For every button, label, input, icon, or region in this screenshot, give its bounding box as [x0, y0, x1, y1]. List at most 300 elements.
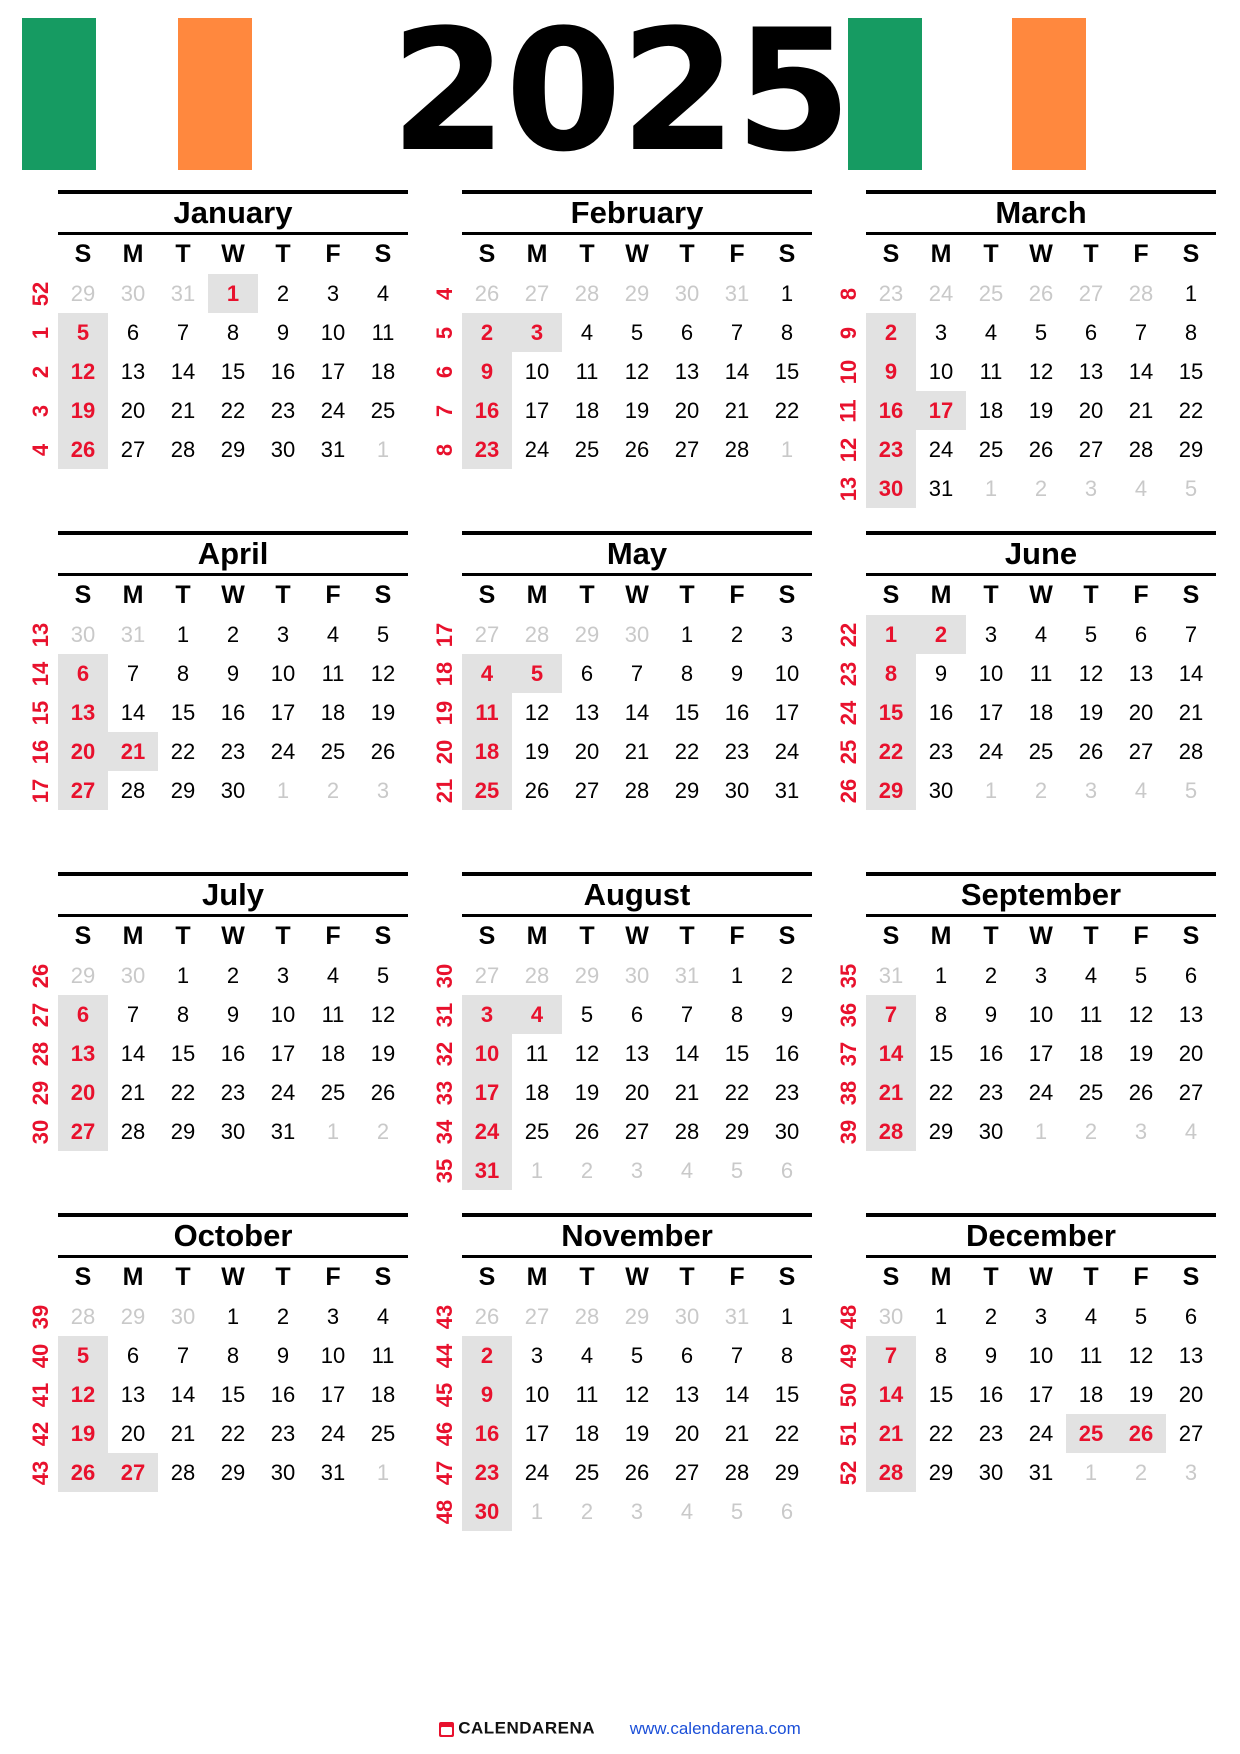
day-cell[interactable]: 19	[1078, 699, 1104, 725]
day-cell[interactable]: 6	[126, 1342, 140, 1368]
day-cell[interactable]: 28	[170, 1459, 196, 1485]
day-cell[interactable]: 31	[724, 1303, 750, 1329]
day-cell[interactable]: 11	[979, 358, 1003, 384]
day-cell[interactable]: 15	[928, 1040, 954, 1066]
day-cell[interactable]: 3	[984, 621, 998, 647]
day-cell[interactable]: 4	[1184, 1118, 1198, 1144]
day-cell[interactable]: 26	[524, 777, 550, 803]
day-cell[interactable]: 17	[916, 391, 966, 430]
day-cell[interactable]: 5	[730, 1157, 744, 1183]
day-cell[interactable]: 2	[326, 777, 340, 803]
day-cell[interactable]: 23	[270, 397, 296, 423]
day-cell[interactable]: 9	[984, 1001, 998, 1027]
day-cell[interactable]: 29	[70, 280, 96, 306]
day-cell[interactable]: 26	[370, 1079, 396, 1105]
day-cell[interactable]: 4	[1034, 621, 1048, 647]
day-cell[interactable]: 19	[370, 699, 396, 725]
day-cell[interactable]: 7	[1184, 621, 1198, 647]
day-cell[interactable]: 13	[58, 693, 108, 732]
day-cell[interactable]: 25	[978, 436, 1004, 462]
day-cell[interactable]: 21	[866, 1414, 916, 1453]
day-cell[interactable]: 18	[370, 358, 396, 384]
day-cell[interactable]: 12	[370, 1001, 396, 1027]
day-cell[interactable]: 3	[1084, 475, 1098, 501]
day-cell[interactable]: 4	[1084, 1303, 1098, 1329]
day-cell[interactable]: 7	[866, 1336, 916, 1375]
day-cell[interactable]: 9	[276, 1342, 290, 1368]
day-cell[interactable]: 26	[1078, 738, 1104, 764]
day-cell[interactable]: 14	[674, 1040, 700, 1066]
day-cell[interactable]: 11	[1079, 1342, 1103, 1368]
day-cell[interactable]: 22	[774, 397, 800, 423]
day-cell[interactable]: 17	[270, 699, 296, 725]
day-cell[interactable]: 12	[1128, 1001, 1154, 1027]
day-cell[interactable]: 19	[1028, 397, 1054, 423]
day-cell[interactable]: 23	[462, 430, 512, 469]
day-cell[interactable]: 4	[512, 995, 562, 1034]
day-cell[interactable]: 25	[574, 436, 600, 462]
day-cell[interactable]: 1	[176, 621, 190, 647]
day-cell[interactable]: 3	[276, 621, 290, 647]
day-cell[interactable]: 14	[120, 699, 146, 725]
day-cell[interactable]: 26	[58, 430, 108, 469]
day-cell[interactable]: 26	[58, 1453, 108, 1492]
day-cell[interactable]: 1	[1184, 280, 1198, 306]
day-cell[interactable]: 3	[376, 777, 390, 803]
day-cell[interactable]: 4	[376, 280, 390, 306]
day-cell[interactable]: 7	[730, 319, 744, 345]
day-cell[interactable]: 20	[1178, 1040, 1204, 1066]
day-cell[interactable]: 2	[1034, 777, 1048, 803]
day-cell[interactable]: 22	[170, 1079, 196, 1105]
day-cell[interactable]: 5	[58, 1336, 108, 1375]
day-cell[interactable]: 23	[978, 1420, 1004, 1446]
day-cell[interactable]: 22	[1178, 397, 1204, 423]
day-cell[interactable]: 24	[1028, 1079, 1054, 1105]
day-cell[interactable]: 11	[1029, 660, 1053, 686]
day-cell[interactable]: 15	[220, 1381, 246, 1407]
day-cell[interactable]: 27	[474, 962, 500, 988]
day-cell[interactable]: 27	[1128, 738, 1154, 764]
day-cell[interactable]: 16	[220, 1040, 246, 1066]
day-cell[interactable]: 15	[724, 1040, 750, 1066]
day-cell[interactable]: 11	[371, 1342, 395, 1368]
day-cell[interactable]: 29	[220, 436, 246, 462]
website-link[interactable]: www.calendarena.com	[629, 1719, 801, 1738]
day-cell[interactable]: 1	[208, 274, 258, 313]
day-cell[interactable]: 12	[1078, 660, 1104, 686]
day-cell[interactable]: 27	[108, 1453, 158, 1492]
day-cell[interactable]: 11	[525, 1040, 549, 1066]
day-cell[interactable]: 3	[1034, 962, 1048, 988]
day-cell[interactable]: 15	[170, 699, 196, 725]
day-cell[interactable]: 22	[220, 1420, 246, 1446]
day-cell[interactable]: 29	[574, 621, 600, 647]
day-cell[interactable]: 17	[320, 358, 346, 384]
day-cell[interactable]: 13	[120, 1381, 146, 1407]
day-cell[interactable]: 26	[1116, 1414, 1166, 1453]
day-cell[interactable]: 13	[1178, 1342, 1204, 1368]
day-cell[interactable]: 1	[376, 436, 390, 462]
day-cell[interactable]: 18	[574, 397, 600, 423]
day-cell[interactable]: 9	[226, 1001, 240, 1027]
day-cell[interactable]: 2	[226, 621, 240, 647]
day-cell[interactable]: 16	[270, 358, 296, 384]
day-cell[interactable]: 28	[70, 1303, 96, 1329]
day-cell[interactable]: 23	[774, 1079, 800, 1105]
day-cell[interactable]: 29	[1178, 436, 1204, 462]
day-cell[interactable]: 27	[674, 1459, 700, 1485]
day-cell[interactable]: 24	[270, 1079, 296, 1105]
day-cell[interactable]: 9	[226, 660, 240, 686]
day-cell[interactable]: 19	[58, 391, 108, 430]
day-cell[interactable]: 30	[220, 1118, 246, 1144]
day-cell[interactable]: 7	[176, 319, 190, 345]
day-cell[interactable]: 6	[1184, 1303, 1198, 1329]
day-cell[interactable]: 20	[120, 397, 146, 423]
day-cell[interactable]: 3	[934, 319, 948, 345]
day-cell[interactable]: 4	[580, 319, 594, 345]
day-cell[interactable]: 5	[376, 962, 390, 988]
day-cell[interactable]: 29	[574, 962, 600, 988]
day-cell[interactable]: 2	[780, 962, 794, 988]
day-cell[interactable]: 2	[730, 621, 744, 647]
day-cell[interactable]: 3	[1184, 1459, 1198, 1485]
day-cell[interactable]: 2	[866, 313, 916, 352]
day-cell[interactable]: 9	[462, 352, 512, 391]
day-cell[interactable]: 26	[370, 738, 396, 764]
day-cell[interactable]: 30	[624, 962, 650, 988]
day-cell[interactable]: 3	[1034, 1303, 1048, 1329]
day-cell[interactable]: 8	[934, 1001, 948, 1027]
day-cell[interactable]: 25	[1078, 1079, 1104, 1105]
day-cell[interactable]: 14	[170, 358, 196, 384]
day-cell[interactable]: 8	[176, 660, 190, 686]
day-cell[interactable]: 6	[126, 319, 140, 345]
day-cell[interactable]: 27	[58, 1112, 108, 1151]
day-cell[interactable]: 10	[928, 358, 954, 384]
day-cell[interactable]: 27	[1178, 1420, 1204, 1446]
day-cell[interactable]: 16	[774, 1040, 800, 1066]
day-cell[interactable]: 18	[1078, 1381, 1104, 1407]
day-cell[interactable]: 23	[928, 738, 954, 764]
day-cell[interactable]: 5	[376, 621, 390, 647]
day-cell[interactable]: 31	[120, 621, 146, 647]
day-cell[interactable]: 18	[524, 1079, 550, 1105]
day-cell[interactable]: 12	[370, 660, 396, 686]
day-cell[interactable]: 15	[928, 1381, 954, 1407]
day-cell[interactable]: 23	[978, 1079, 1004, 1105]
day-cell[interactable]: 11	[575, 358, 599, 384]
day-cell[interactable]: 6	[1184, 962, 1198, 988]
day-cell[interactable]: 20	[674, 397, 700, 423]
day-cell[interactable]: 4	[680, 1498, 694, 1524]
day-cell[interactable]: 5	[1034, 319, 1048, 345]
day-cell[interactable]: 27	[574, 777, 600, 803]
day-cell[interactable]: 29	[70, 962, 96, 988]
day-cell[interactable]: 4	[1084, 962, 1098, 988]
day-cell[interactable]: 24	[524, 1459, 550, 1485]
day-cell[interactable]: 15	[866, 693, 916, 732]
day-cell[interactable]: 13	[120, 358, 146, 384]
day-cell[interactable]: 24	[270, 738, 296, 764]
day-cell[interactable]: 16	[270, 1381, 296, 1407]
day-cell[interactable]: 20	[58, 732, 108, 771]
day-cell[interactable]: 16	[978, 1040, 1004, 1066]
day-cell[interactable]: 31	[320, 1459, 346, 1485]
day-cell[interactable]: 29	[928, 1118, 954, 1144]
day-cell[interactable]: 13	[674, 1381, 700, 1407]
day-cell[interactable]: 28	[120, 777, 146, 803]
day-cell[interactable]: 30	[978, 1118, 1004, 1144]
day-cell[interactable]: 27	[524, 1303, 550, 1329]
day-cell[interactable]: 20	[574, 738, 600, 764]
day-cell[interactable]: 28	[866, 1453, 916, 1492]
day-cell[interactable]: 29	[120, 1303, 146, 1329]
day-cell[interactable]: 19	[624, 397, 650, 423]
day-cell[interactable]: 3	[530, 1342, 544, 1368]
day-cell[interactable]: 6	[680, 1342, 694, 1368]
day-cell[interactable]: 26	[1128, 1079, 1154, 1105]
day-cell[interactable]: 7	[630, 660, 644, 686]
day-cell[interactable]: 29	[774, 1459, 800, 1485]
day-cell[interactable]: 16	[978, 1381, 1004, 1407]
day-cell[interactable]: 3	[630, 1498, 644, 1524]
day-cell[interactable]: 13	[674, 358, 700, 384]
day-cell[interactable]: 2	[462, 313, 512, 352]
day-cell[interactable]: 30	[220, 777, 246, 803]
day-cell[interactable]: 14	[1128, 358, 1154, 384]
day-cell[interactable]: 29	[170, 1118, 196, 1144]
day-cell[interactable]: 8	[1184, 319, 1198, 345]
day-cell[interactable]: 5	[1134, 1303, 1148, 1329]
day-cell[interactable]: 6	[680, 319, 694, 345]
day-cell[interactable]: 3	[462, 995, 512, 1034]
day-cell[interactable]: 1	[780, 280, 794, 306]
day-cell[interactable]: 1	[780, 436, 794, 462]
day-cell[interactable]: 31	[878, 962, 904, 988]
day-cell[interactable]: 4	[326, 621, 340, 647]
day-cell[interactable]: 25	[1066, 1414, 1116, 1453]
day-cell[interactable]: 11	[321, 660, 345, 686]
day-cell[interactable]: 14	[1178, 660, 1204, 686]
day-cell[interactable]: 22	[724, 1079, 750, 1105]
day-cell[interactable]: 19	[1128, 1381, 1154, 1407]
day-cell[interactable]: 10	[1028, 1001, 1054, 1027]
day-cell[interactable]: 4	[376, 1303, 390, 1329]
day-cell[interactable]: 4	[984, 319, 998, 345]
day-cell[interactable]: 18	[370, 1381, 396, 1407]
day-cell[interactable]: 27	[1078, 436, 1104, 462]
day-cell[interactable]: 28	[1128, 280, 1154, 306]
day-cell[interactable]: 28	[674, 1118, 700, 1144]
day-cell[interactable]: 10	[524, 1381, 550, 1407]
day-cell[interactable]: 27	[1178, 1079, 1204, 1105]
day-cell[interactable]: 23	[220, 1079, 246, 1105]
day-cell[interactable]: 25	[370, 1420, 396, 1446]
day-cell[interactable]: 13	[624, 1040, 650, 1066]
day-cell[interactable]: 30	[624, 621, 650, 647]
day-cell[interactable]: 24	[774, 738, 800, 764]
day-cell[interactable]: 20	[624, 1079, 650, 1105]
day-cell[interactable]: 1	[1084, 1459, 1098, 1485]
day-cell[interactable]: 4	[1134, 475, 1148, 501]
day-cell[interactable]: 22	[674, 738, 700, 764]
day-cell[interactable]: 2	[276, 1303, 290, 1329]
day-cell[interactable]: 12	[524, 699, 550, 725]
day-cell[interactable]: 10	[270, 660, 296, 686]
day-cell[interactable]: 3	[780, 621, 794, 647]
day-cell[interactable]: 1	[780, 1303, 794, 1329]
day-cell[interactable]: 29	[624, 280, 650, 306]
day-cell[interactable]: 24	[1028, 1420, 1054, 1446]
day-cell[interactable]: 1	[326, 1118, 340, 1144]
day-cell[interactable]: 21	[1178, 699, 1204, 725]
day-cell[interactable]: 16	[928, 699, 954, 725]
day-cell[interactable]: 21	[674, 1079, 700, 1105]
day-cell[interactable]: 30	[774, 1118, 800, 1144]
day-cell[interactable]: 5	[580, 1001, 594, 1027]
day-cell[interactable]: 26	[474, 280, 500, 306]
day-cell[interactable]: 26	[474, 1303, 500, 1329]
day-cell[interactable]: 2	[1034, 475, 1048, 501]
day-cell[interactable]: 1	[276, 777, 290, 803]
day-cell[interactable]: 1	[984, 475, 998, 501]
day-cell[interactable]: 1	[730, 962, 744, 988]
day-cell[interactable]: 24	[978, 738, 1004, 764]
day-cell[interactable]: 29	[724, 1118, 750, 1144]
day-cell[interactable]: 16	[866, 391, 916, 430]
day-cell[interactable]: 31	[1028, 1459, 1054, 1485]
day-cell[interactable]: 28	[524, 962, 550, 988]
day-cell[interactable]: 8	[680, 660, 694, 686]
day-cell[interactable]: 2	[376, 1118, 390, 1144]
day-cell[interactable]: 29	[928, 1459, 954, 1485]
day-cell[interactable]: 30	[978, 1459, 1004, 1485]
day-cell[interactable]: 13	[574, 699, 600, 725]
day-cell[interactable]: 5	[1134, 962, 1148, 988]
day-cell[interactable]: 9	[866, 352, 916, 391]
day-cell[interactable]: 27	[1078, 280, 1104, 306]
day-cell[interactable]: 1	[176, 962, 190, 988]
day-cell[interactable]: 11	[462, 693, 512, 732]
day-cell[interactable]: 5	[1184, 777, 1198, 803]
day-cell[interactable]: 9	[780, 1001, 794, 1027]
day-cell[interactable]: 13	[58, 1034, 108, 1073]
day-cell[interactable]: 5	[1184, 475, 1198, 501]
day-cell[interactable]: 1	[530, 1498, 544, 1524]
day-cell[interactable]: 4	[680, 1157, 694, 1183]
day-cell[interactable]: 13	[1128, 660, 1154, 686]
day-cell[interactable]: 12	[1128, 1342, 1154, 1368]
day-cell[interactable]: 2	[276, 280, 290, 306]
day-cell[interactable]: 6	[780, 1498, 794, 1524]
day-cell[interactable]: 21	[866, 1073, 916, 1112]
day-cell[interactable]: 15	[674, 699, 700, 725]
day-cell[interactable]: 30	[878, 1303, 904, 1329]
day-cell[interactable]: 15	[1178, 358, 1204, 384]
day-cell[interactable]: 13	[1078, 358, 1104, 384]
day-cell[interactable]: 17	[774, 699, 800, 725]
day-cell[interactable]: 30	[70, 621, 96, 647]
day-cell[interactable]: 1	[530, 1157, 544, 1183]
day-cell[interactable]: 22	[928, 1079, 954, 1105]
day-cell[interactable]: 25	[574, 1459, 600, 1485]
day-cell[interactable]: 14	[624, 699, 650, 725]
day-cell[interactable]: 2	[984, 1303, 998, 1329]
day-cell[interactable]: 28	[1178, 738, 1204, 764]
day-cell[interactable]: 21	[170, 397, 196, 423]
day-cell[interactable]: 3	[326, 280, 340, 306]
day-cell[interactable]: 4	[326, 962, 340, 988]
day-cell[interactable]: 21	[120, 1079, 146, 1105]
day-cell[interactable]: 4	[580, 1342, 594, 1368]
day-cell[interactable]: 2	[226, 962, 240, 988]
day-cell[interactable]: 26	[1028, 280, 1054, 306]
day-cell[interactable]: 8	[176, 1001, 190, 1027]
day-cell[interactable]: 31	[724, 280, 750, 306]
day-cell[interactable]: 12	[58, 352, 108, 391]
day-cell[interactable]: 31	[928, 475, 954, 501]
day-cell[interactable]: 5	[630, 319, 644, 345]
day-cell[interactable]: 23	[220, 738, 246, 764]
day-cell[interactable]: 16	[220, 699, 246, 725]
day-cell[interactable]: 1	[934, 1303, 948, 1329]
day-cell[interactable]: 9	[984, 1342, 998, 1368]
day-cell[interactable]: 20	[58, 1073, 108, 1112]
day-cell[interactable]: 21	[108, 732, 158, 771]
day-cell[interactable]: 1	[226, 1303, 240, 1329]
day-cell[interactable]: 30	[462, 1492, 512, 1531]
day-cell[interactable]: 21	[724, 1420, 750, 1446]
day-cell[interactable]: 30	[724, 777, 750, 803]
day-cell[interactable]: 20	[1078, 397, 1104, 423]
day-cell[interactable]: 18	[1028, 699, 1054, 725]
day-cell[interactable]: 9	[462, 1375, 512, 1414]
day-cell[interactable]: 25	[370, 397, 396, 423]
day-cell[interactable]: 15	[220, 358, 246, 384]
day-cell[interactable]: 16	[462, 1414, 512, 1453]
day-cell[interactable]: 14	[866, 1375, 916, 1414]
day-cell[interactable]: 31	[320, 436, 346, 462]
day-cell[interactable]: 24	[524, 436, 550, 462]
day-cell[interactable]: 27	[474, 621, 500, 647]
day-cell[interactable]: 21	[1128, 397, 1154, 423]
day-cell[interactable]: 2	[984, 962, 998, 988]
day-cell[interactable]: 7	[730, 1342, 744, 1368]
day-cell[interactable]: 3	[1134, 1118, 1148, 1144]
day-cell[interactable]: 31	[170, 280, 196, 306]
day-cell[interactable]: 1	[934, 962, 948, 988]
day-cell[interactable]: 30	[270, 1459, 296, 1485]
day-cell[interactable]: 18	[1078, 1040, 1104, 1066]
day-cell[interactable]: 28	[524, 621, 550, 647]
day-cell[interactable]: 2	[462, 1336, 512, 1375]
day-cell[interactable]: 28	[120, 1118, 146, 1144]
day-cell[interactable]: 17	[524, 1420, 550, 1446]
day-cell[interactable]: 2	[580, 1157, 594, 1183]
day-cell[interactable]: 30	[270, 436, 296, 462]
day-cell[interactable]: 19	[524, 738, 550, 764]
day-cell[interactable]: 19	[58, 1414, 108, 1453]
day-cell[interactable]: 17	[270, 1040, 296, 1066]
day-cell[interactable]: 16	[462, 391, 512, 430]
day-cell[interactable]: 1	[1034, 1118, 1048, 1144]
day-cell[interactable]: 18	[462, 732, 512, 771]
day-cell[interactable]: 31	[270, 1118, 296, 1144]
day-cell[interactable]: 3	[630, 1157, 644, 1183]
day-cell[interactable]: 30	[928, 777, 954, 803]
